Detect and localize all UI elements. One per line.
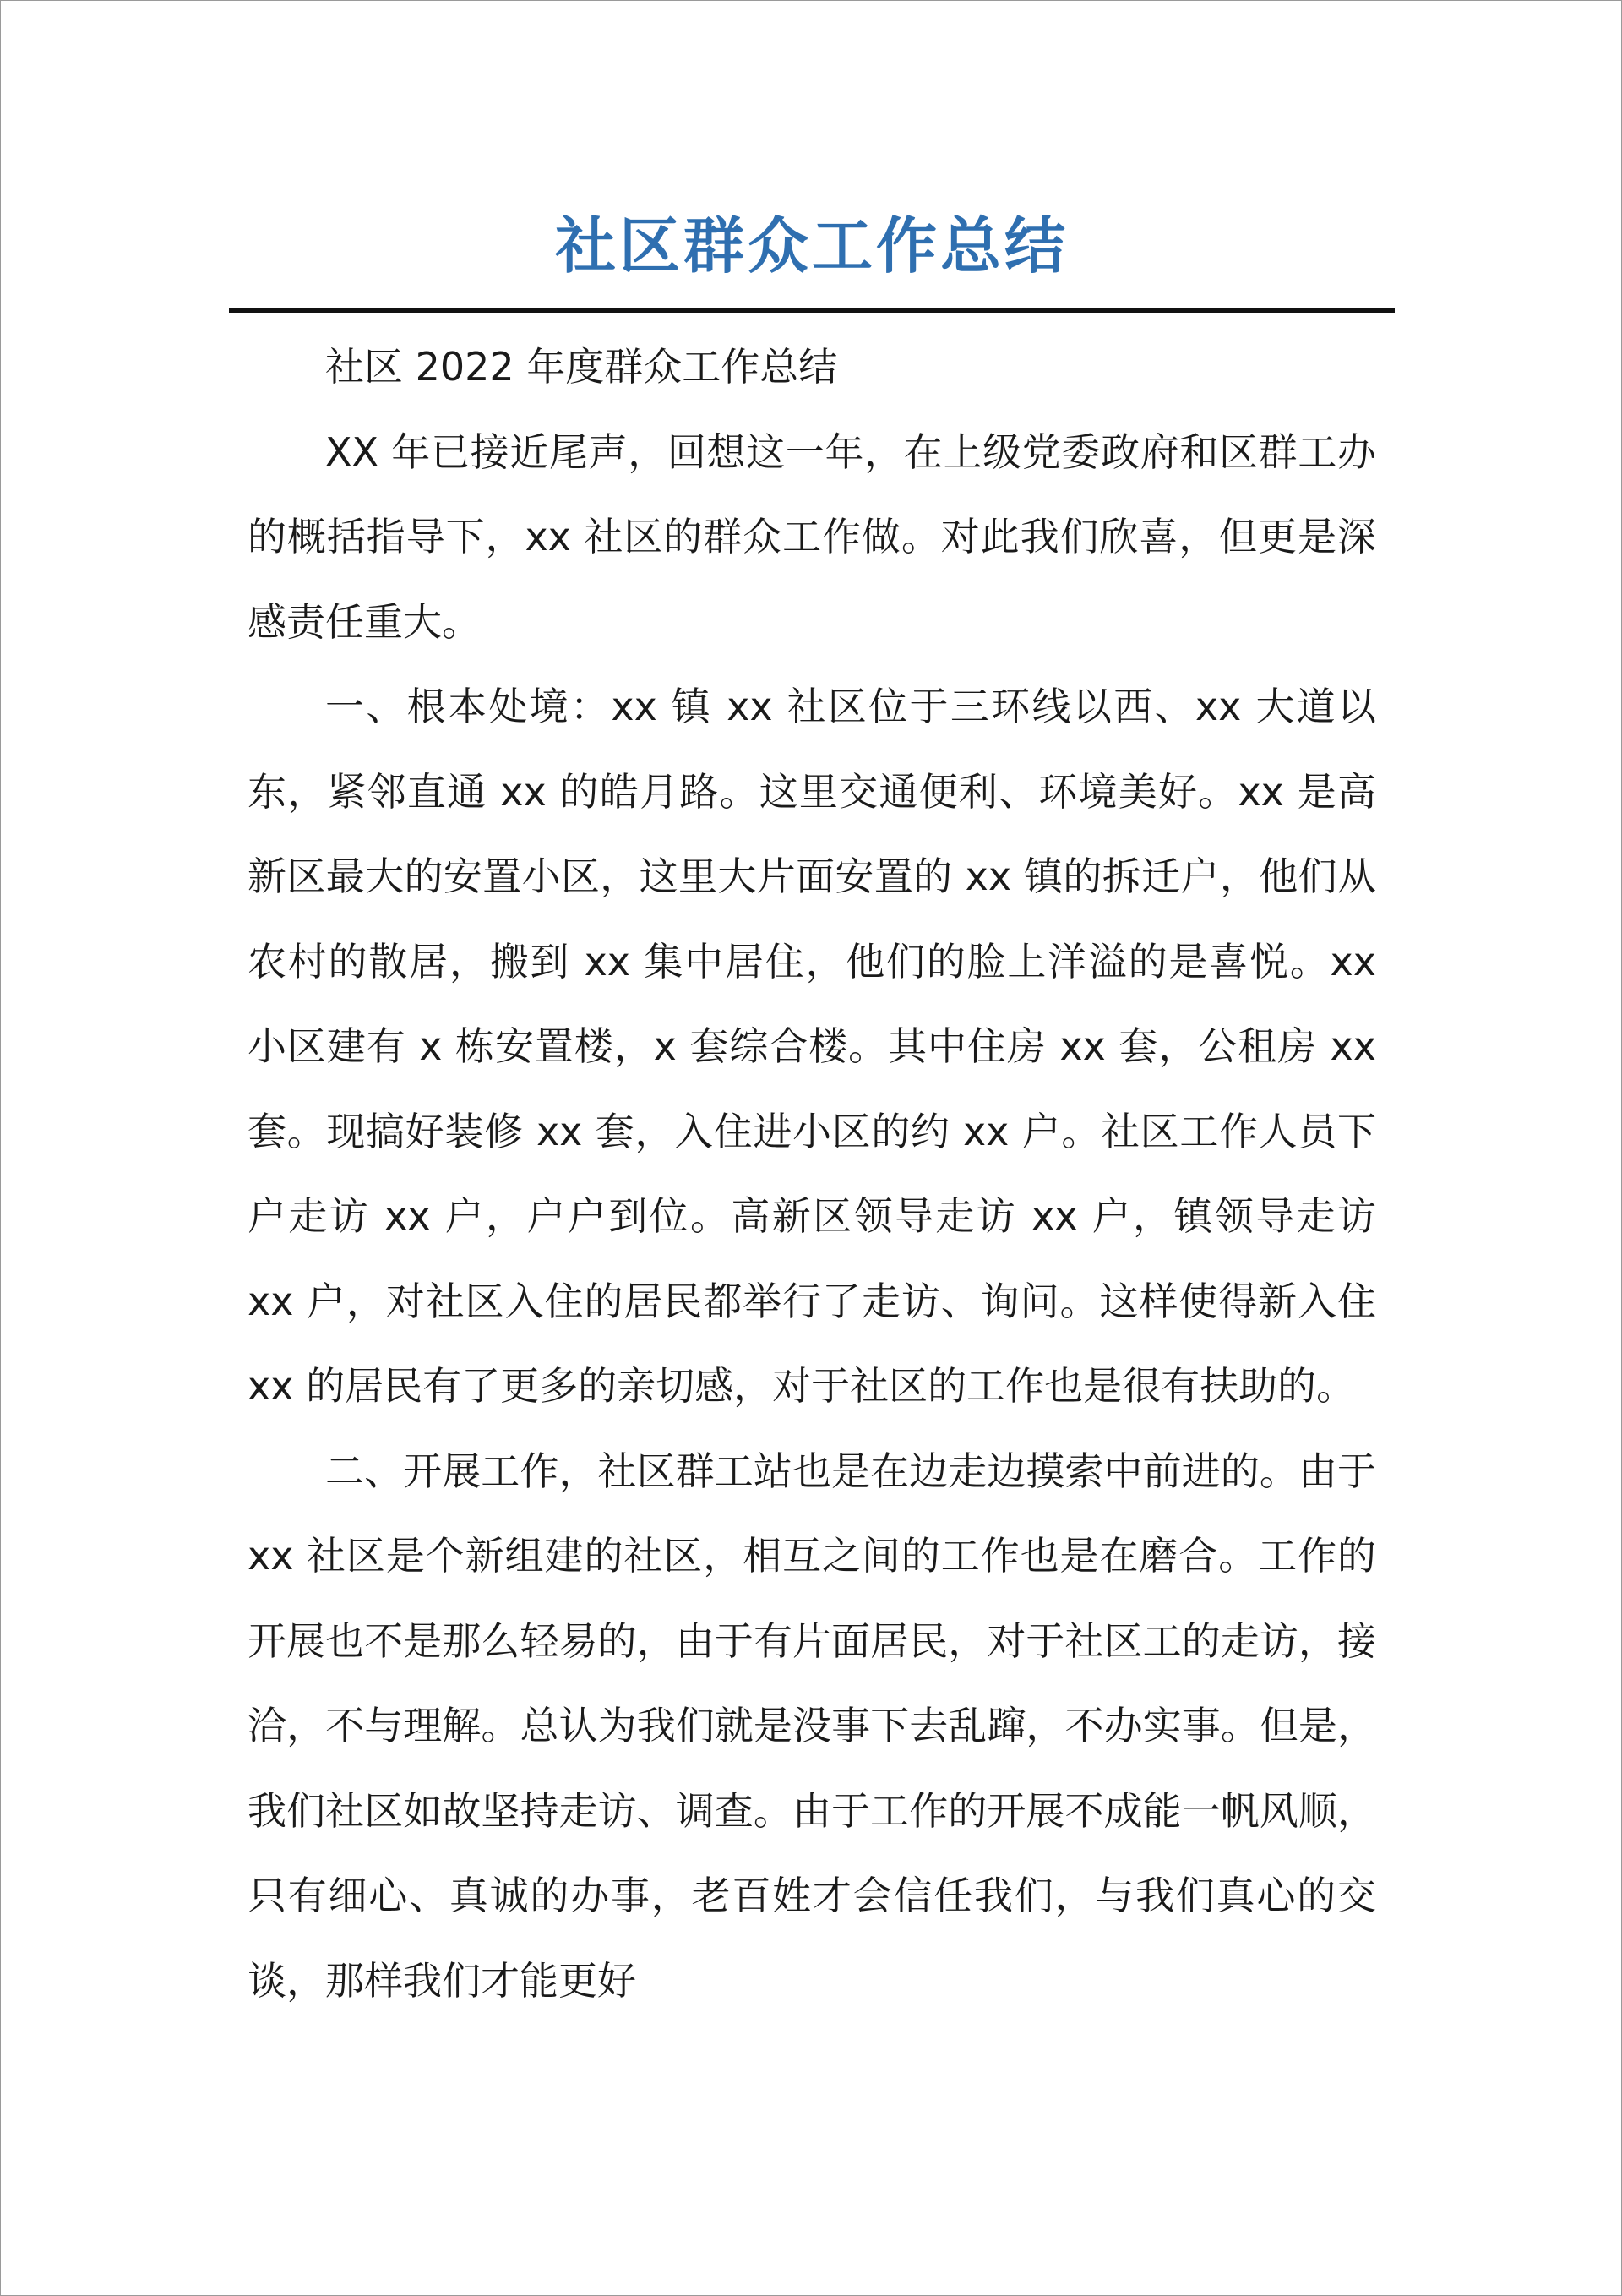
paragraph-situation: 一、根本处境：xx 镇 xx 社区位于三环线以西、xx 大道以东，紧邻直通 xx 的皓月路。这里交通便利、环境美好。xx 是高新区最大的安置小区，这里大片面安置的 xx 镇的拆迁户，他们从农村的散居，搬到 xx 集中居住，他们的脸上洋溢的是喜悦。xx 小区建有 x 栋安置楼，x 套综合楼。其中住房 xx 套，公租房 xx 套。现搞好装修 xx 套，入住进小区的约 xx 户。社区工作人员下户走访 xx 户，户户到位。高新区领导走访 xx 户，镇领导走访 xx 户，对社区入住的居民都举行了走访、询问。这样使得新入住 xx 的居民有了更多的亲切感，对于社区的工作也是很有扶助的。 (248, 684, 1376, 1409)
paragraph-heading: 社区 2022 年度群众工作总结 (325, 344, 838, 390)
document-body (248, 324, 1376, 2023)
paragraph-intro: XX 年已接近尾声，回想这一年，在上级党委政府和区群工办的概括指导下，xx 社区的群众工作做。对此我们欣喜，但更是深感责任重大。 (248, 428, 1376, 645)
title-divider (229, 308, 1395, 313)
paragraph-work: 二、开展工作，社区群工站也是在边走边摸索中前进的。由于 xx 社区是个新组建的社区，相互之间的工作也是在磨合。工作的开展也不是那么轻易的，由于有片面居民，对于社区工的走访，接洽，不与理解。总认为我们就是没事下去乱蹿，不办实事。但是，我们社区如故坚持走访、调查。由于工作的开展不成能一帆风顺，只有细心、真诚的办事，老百姓才会信任我们，与我们真心的交谈，那样我们才能更好 (248, 1448, 1376, 2004)
document-title: 社区群众工作总结 (554, 210, 1069, 281)
